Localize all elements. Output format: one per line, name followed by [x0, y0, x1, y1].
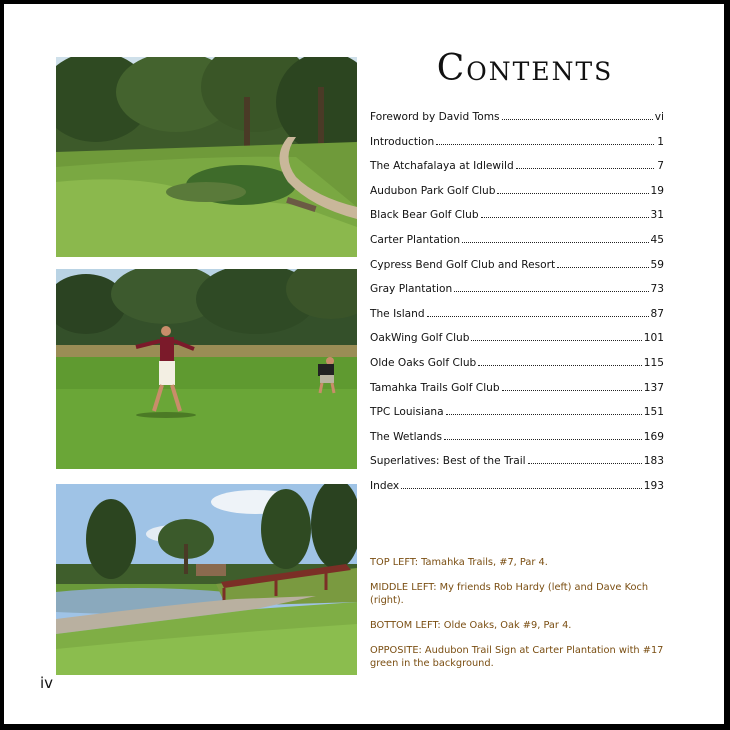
toc-entry-label: Black Bear Golf Club: [370, 209, 479, 222]
leader-dots: [401, 479, 642, 489]
leader-dots: [502, 110, 653, 120]
toc-entry-page: 183: [643, 455, 664, 468]
leader-dots: [471, 331, 641, 341]
toc-entry-page: 137: [643, 381, 664, 394]
book-page: [4, 4, 724, 724]
toc-entry-page: 73: [650, 283, 664, 296]
leader-dots: [557, 258, 648, 268]
toc-entry[interactable]: [370, 307, 664, 332]
toc-entry[interactable]: [370, 356, 664, 381]
toc-entry-page: 1: [657, 135, 664, 148]
page-number: iv: [40, 674, 54, 692]
leader-dots: [462, 233, 648, 243]
caption-bottom-left: BOTTOM LEFT: Olde Oaks, Oak #9, Par 4.: [370, 620, 572, 631]
leader-dots: [454, 282, 648, 292]
toc-entry-label: Carter Plantation: [370, 233, 461, 246]
caption-middle-left: MIDDLE LEFT: My friends Rob Hardy (left) and Dave Koch (right).: [370, 582, 649, 606]
toc-entry-page: vi: [654, 111, 664, 123]
toc-entry-label: Superlatives: Best of the Trail: [370, 455, 526, 468]
toc-entry[interactable]: [370, 479, 664, 504]
toc-entry-label: Gray Plantation: [370, 283, 453, 296]
toc-entry-page: 31: [650, 209, 664, 222]
leader-dots: [444, 430, 642, 440]
toc-entry[interactable]: [370, 110, 664, 135]
toc-entry[interactable]: [370, 331, 664, 356]
toc-entry-page: 101: [643, 332, 664, 345]
leader-dots: [481, 208, 649, 218]
toc-entry-label: Index: [370, 479, 400, 492]
leader-dots: [502, 381, 642, 391]
toc-entry-label: Tamahka Trails Golf Club: [370, 381, 500, 394]
toc-entry-label: TPC Louisiana: [370, 406, 444, 419]
toc-entry[interactable]: [370, 282, 664, 307]
toc-entry-label: Olde Oaks Golf Club: [370, 356, 477, 369]
leader-dots: [528, 454, 642, 464]
leader-dots: [516, 159, 654, 169]
leader-dots: [497, 184, 648, 194]
caption-opposite: OPPOSITE: Audubon Trail Sign at Carter Plantation with #17 green in the background.: [370, 645, 664, 669]
toc-entry[interactable]: [370, 208, 664, 233]
toc-entry-label: The Wetlands: [370, 430, 442, 443]
toc-entry-label: Foreword by David Toms: [370, 111, 500, 123]
photo-golfers: [56, 269, 357, 469]
toc-entry-label: Cypress Bend Golf Club and Resort: [370, 258, 556, 271]
toc-entry[interactable]: [370, 381, 664, 406]
photo-tamahka-trails: [56, 57, 357, 257]
toc-entry[interactable]: [370, 430, 664, 455]
toc-entry[interactable]: [370, 405, 664, 430]
toc-entry-label: The Island: [370, 307, 425, 320]
leader-dots: [478, 356, 642, 366]
caption-top-left: TOP LEFT: Tamahka Trails, #7, Par 4.: [370, 557, 548, 568]
toc-entry[interactable]: [370, 454, 664, 479]
toc-entry-page: 45: [650, 233, 664, 246]
toc-entry-label: Introduction: [370, 135, 435, 148]
toc-entry-page: 59: [650, 258, 664, 271]
photo-captions: [370, 556, 680, 682]
toc-entry[interactable]: [370, 184, 664, 209]
toc-entry-page: 7: [657, 160, 664, 173]
toc-entry-page: 19: [650, 184, 664, 197]
toc-entry[interactable]: [370, 135, 664, 160]
leader-dots: [446, 405, 642, 415]
toc-entry-label: OakWing Golf Club: [370, 332, 470, 345]
photo-olde-oaks: [56, 484, 357, 675]
toc-entry[interactable]: [370, 159, 664, 184]
leader-dots: [436, 135, 654, 145]
toc-entry-page: 115: [643, 356, 664, 369]
toc-entry[interactable]: [370, 233, 664, 258]
page-title: Contents: [436, 48, 614, 89]
leader-dots: [427, 307, 649, 317]
toc-entry[interactable]: [370, 258, 664, 283]
toc-entry-page: 151: [643, 406, 664, 419]
toc-entry-label: The Atchafalaya at Idlewild: [370, 160, 514, 173]
toc-entry-label: Audubon Park Golf Club: [370, 184, 496, 197]
table-of-contents: [370, 110, 664, 504]
toc-entry-page: 193: [643, 479, 664, 492]
toc-entry-page: 169: [643, 430, 664, 443]
toc-entry-page: 87: [650, 307, 664, 320]
